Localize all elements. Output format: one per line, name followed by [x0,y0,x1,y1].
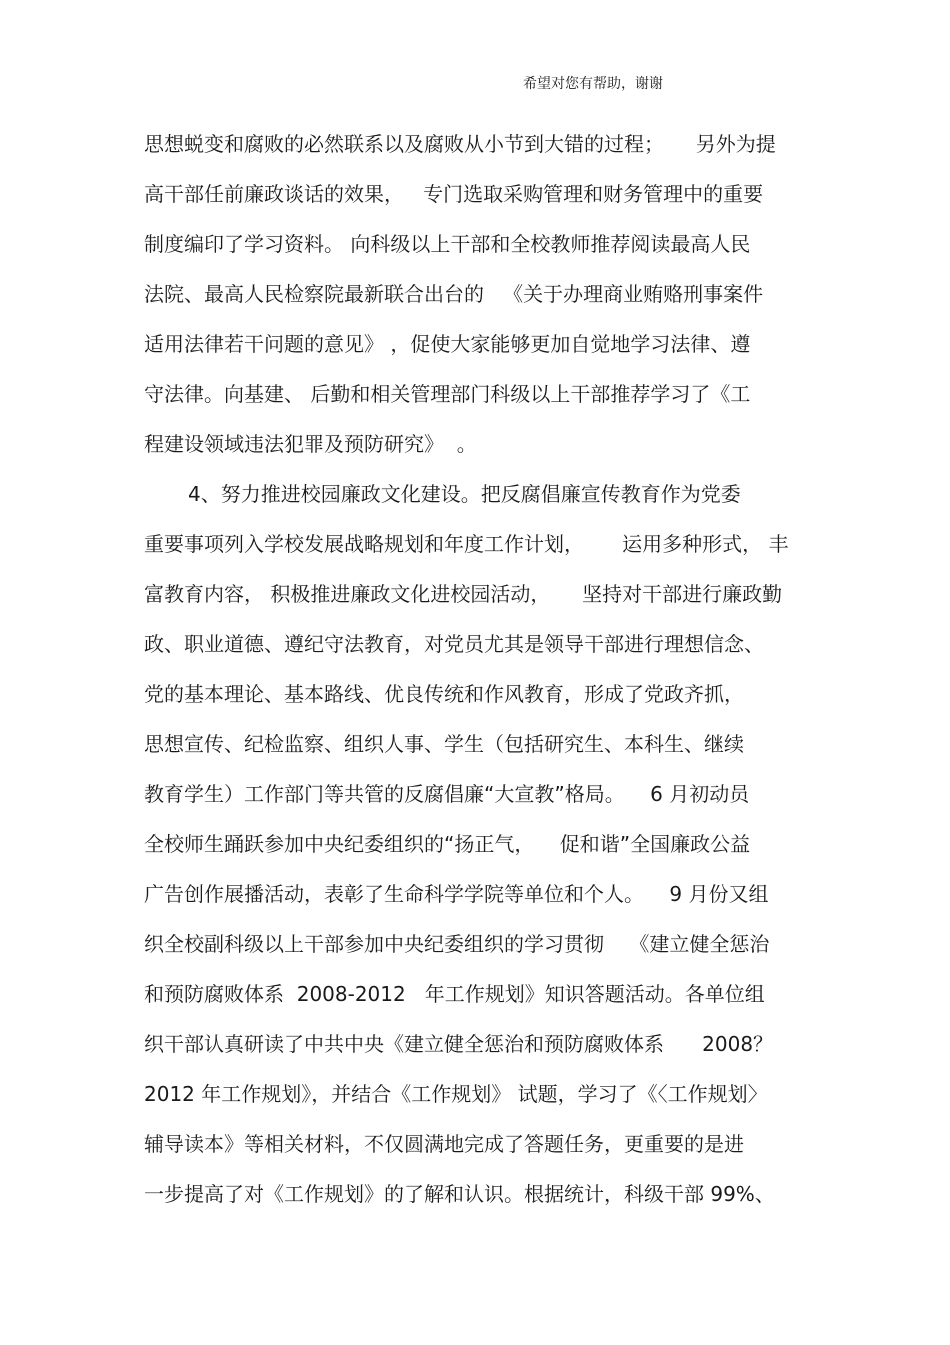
text-line: 适用法律若干问题的意见》 ，促使大家能够更加自觉地学习法律、遵 [144,332,751,356]
text-line: 全校师生踊跃参加中央纪委组织的“扬正气， 促和谐”全国廉政公益 [144,832,751,856]
text-line: 和预防腐败体系 2008-2012 年工作规划》知识答题活动。各单位组 [144,982,765,1006]
text-line: 法院、最高人民检察院最新联合出台的 《关于办理商业贿赂刑事案件 [144,282,764,306]
text-line: 重要事项列入学校发展战略规划和年度工作计划， 运用多种形式， 丰 [144,532,789,556]
text-line: 党的基本理论、基本路线、优良传统和作风教育，形成了党政齐抓， [144,682,744,706]
text-line: 程建设领域违法犯罪及预防研究》 。 [144,432,477,456]
page-header: 希望对您有帮助，谢谢 [523,76,663,92]
text-line: 教育学生）工作部门等共管的反腐倡廉“大宣教”格局。 6 月初动员 [144,782,750,806]
text-line: 广告创作展播活动，表彰了生命科学学院等单位和个人。 9 月份又组 [144,882,769,906]
text-line: 政、职业道德、遵纪守法教育，对党员尤其是领导干部进行理想信念、 [144,632,764,656]
text-line: 高干部任前廉政谈话的效果， 专门选取采购管理和财务管理中的重要 [144,182,764,206]
text-line: 富教育内容， 积极推进廉政文化进校园活动， 坚持对干部进行廉政勤 [144,582,783,606]
text-line: 制度编印了学习资料。 向科级以上干部和全校教师推荐阅读最高人民 [144,232,751,256]
text-line: 思想蜕变和腐败的必然联系以及腐败从小节到大错的过程； 另外为提 [144,132,776,156]
text-line: 一步提高了对《工作规划》的了解和认识。根据统计，科级干部 99%、 [144,1182,775,1206]
text-line: 4、努力推进校园廉政文化建设。把反腐倡廉宣传教育作为党委 [188,482,741,506]
text-line: 辅导读本》等相关材料，不仅圆满地完成了答题任务，更重要的是进 [144,1132,744,1156]
text-line: 思想宣传、纪检监察、组织人事、学生（包括研究生、本科生、继续 [144,732,744,756]
text-line: 织干部认真研读了中共中央《建立健全惩治和预防腐败体系 2008？ [144,1032,774,1056]
text-line: 2012 年工作规划》，并结合《工作规划》 试题，学习了《〈工作规划〉 [144,1082,768,1106]
text-line: 守法律。向基建、 后勤和相关管理部门科级以上干部推荐学习了《工 [144,382,751,406]
text-line: 织全校副科级以上干部参加中央纪委组织的学习贯彻 《建立健全惩治 [144,932,770,956]
